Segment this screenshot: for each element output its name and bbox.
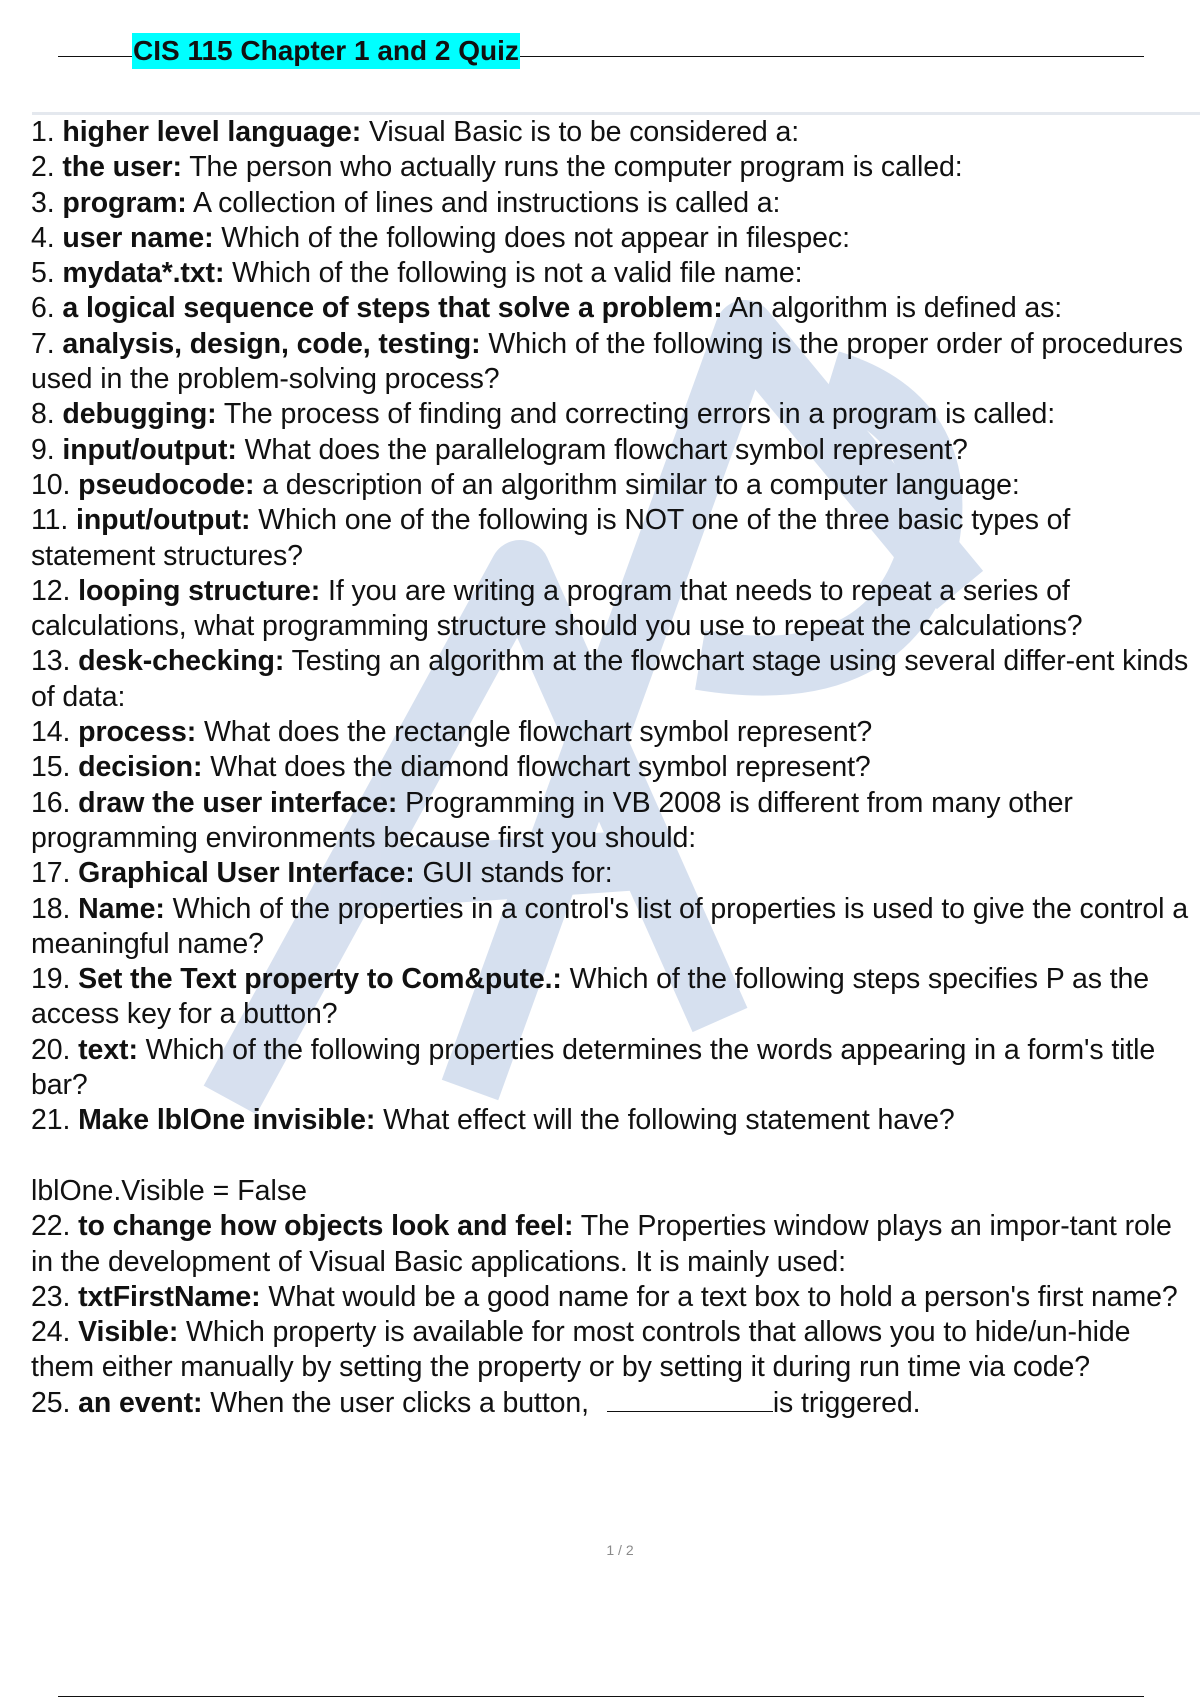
item-question-text: The person who actually runs the computer program is called: [189, 151, 963, 184]
item-number: 22. [31, 1210, 71, 1243]
item-answer-term: draw the user interface: [78, 786, 398, 819]
quiz-item [31, 962, 1197, 1033]
item-question-text: GUI stands for: [422, 857, 613, 890]
quiz-item [31, 1103, 1197, 1138]
item-answer-term: higher level language: [62, 116, 362, 148]
item-number: 23. [31, 1280, 71, 1313]
item-answer-term: user name: [62, 221, 214, 254]
item-question-text: Which one of the following is NOT one of the three basic types of statement structures? [31, 504, 1071, 572]
item-number: 1. [31, 116, 55, 148]
item-answer-term: an event: [78, 1386, 203, 1419]
item-number: 25. [31, 1386, 71, 1419]
item-number: 5. [31, 257, 55, 290]
item-answer-term: program: [62, 186, 187, 219]
item-question-text: If you are writing a program that needs to repeat a series of calculations, what programming structure should you use to repeat the calculations? [31, 574, 1083, 643]
quiz-item [31, 1386, 1197, 1421]
item-number: 2. [31, 151, 55, 184]
item-number: 4. [31, 221, 55, 254]
item-answer-term: Graphical User Interface: [78, 857, 415, 890]
item-answer-term: Make lblOne invisible: [78, 1104, 376, 1137]
quiz-item [31, 327, 1197, 398]
quiz-item [31, 186, 1197, 221]
quiz-item [31, 574, 1197, 645]
item-question-text: What would be a good name for a text box to hold a person's first name? [268, 1280, 1178, 1313]
item-question-text: Which of the following steps specifies P as the access key for a button? [31, 963, 1149, 1031]
item-answer-term: decision: [78, 751, 203, 784]
item-answer-term: the user: [62, 151, 182, 184]
quiz-item [31, 1209, 1197, 1280]
document-header [58, 30, 1144, 70]
item-number: 12. [31, 574, 71, 607]
item-question-text: Testing an algorithm at the flowchart stage using several differ-ent kinds of data: [31, 645, 1189, 713]
item-question-text: What does the diamond flowchart symbol represent? [210, 751, 871, 784]
quiz-item [31, 786, 1197, 857]
item-question-text: What effect will the following statement have? [383, 1104, 955, 1137]
item-number: 18. [31, 892, 71, 925]
quiz-item [31, 1033, 1197, 1104]
item-answer-term: process: [78, 716, 197, 749]
item-number: 7. [31, 327, 55, 360]
quiz-item [31, 503, 1197, 574]
quiz-item [31, 433, 1197, 468]
page-number: 1 / 2 [606, 1542, 634, 1558]
item-number: 10. [31, 468, 71, 501]
item-number: 17. [31, 857, 71, 890]
item-question-text-after: is triggered. [772, 1386, 921, 1419]
quiz-list [31, 115, 1197, 1421]
quiz-item [31, 1315, 1197, 1386]
item-answer-term: input/output: [76, 504, 251, 537]
item-answer-term: Name: [78, 892, 165, 925]
item-answer-term: pseudocode: [78, 468, 255, 501]
quiz-item [31, 644, 1197, 715]
item-answer-term: input/output: [62, 433, 237, 466]
item-number: 19. [31, 963, 71, 996]
item-question-text: Which property is available for most controls that allows you to hide/un-hide them either manually by setting the property or by setting it during run time via code? [31, 1316, 1131, 1384]
item-number: 8. [31, 398, 55, 431]
item-question-text: When the user clicks a button, [210, 1386, 589, 1419]
item-question-text: Which of the properties in a control's list of properties is used to give the control a meaningful name? [31, 892, 1188, 960]
item-question-text: Which of the following is the proper order of procedures used in the problem-solving process? [31, 327, 1183, 396]
item-number: 16. [31, 786, 71, 819]
item-number: 24. [31, 1316, 71, 1349]
item-question-text: Which of the following is not a valid file name: [232, 257, 803, 290]
item-number: 15. [31, 751, 71, 784]
item-question-text: Visual Basic is to be considered a: [368, 116, 800, 148]
document-title: CIS 115 Chapter 1 and 2 Quiz [132, 33, 520, 69]
item-number: 13. [31, 645, 71, 678]
footer-rule [58, 1696, 1144, 1697]
item-question-text: a description of an algorithm similar to a computer language: [262, 468, 1020, 501]
quiz-item [31, 115, 1197, 150]
item-answer-term: text: [78, 1033, 138, 1066]
item-answer-term: Set the Text property to Com&pute.: [78, 963, 562, 996]
item-answer-term: a logical sequence of steps that solve a problem: [62, 292, 723, 325]
quiz-item [31, 750, 1197, 785]
item-answer-term: looping structure: [78, 574, 321, 607]
item-number: 3. [31, 186, 55, 219]
fill-in-blank [607, 1387, 773, 1412]
item-question-text: The Properties window plays an impor-tant role in the development of Visual Basic applications. It is mainly used: [31, 1210, 1172, 1278]
item-answer-term: mydata*.txt: [62, 257, 225, 290]
item-question-text: A collection of lines and instructions is called a: [192, 186, 781, 219]
item-number: 9. [31, 433, 55, 466]
item-answer-term: analysis, design, code, testing: [62, 327, 481, 360]
item-number: 14. [31, 716, 71, 749]
item-question-text: The process of finding and correcting errors in a program is called: [223, 398, 1056, 431]
item-number: 6. [31, 292, 55, 325]
item-answer-term: Visible: [78, 1316, 179, 1349]
item-number: 20. [31, 1033, 71, 1066]
item-question-text: What does the rectangle flowchart symbol represent? [204, 716, 873, 749]
item-question-text: Which of the following properties determines the words appearing in a form's title bar? [31, 1033, 1156, 1102]
item-answer-term: debugging: [62, 398, 217, 431]
code-statement: lblOne.Visible = False [31, 1174, 307, 1207]
item-answer-term: to change how objects look and feel: [78, 1210, 574, 1243]
quiz-item [31, 291, 1197, 326]
item-answer-term: txtFirstName: [78, 1280, 261, 1313]
item-question-text: Programming in VB 2008 is different from many other programming environments because first you should: [31, 786, 1073, 854]
quiz-item [31, 1280, 1197, 1315]
quiz-item [31, 715, 1197, 750]
item-answer-term: desk-checking: [78, 645, 285, 678]
quiz-item [31, 256, 1197, 291]
quiz-item [31, 468, 1197, 503]
item-question-text: An algorithm is defined as: [728, 292, 1063, 325]
quiz-item [31, 150, 1197, 185]
quiz-item [31, 892, 1197, 963]
item-number: 21. [31, 1104, 71, 1137]
item-question-text: Which of the following does not appear in filespec: [221, 221, 850, 254]
blank-line [31, 1139, 1197, 1174]
item-question-text: What does the parallelogram flowchart symbol represent? [244, 433, 968, 466]
item-number: 11. [31, 504, 69, 537]
quiz-item [31, 221, 1197, 256]
quiz-item [31, 856, 1197, 891]
quiz-item [31, 397, 1197, 432]
